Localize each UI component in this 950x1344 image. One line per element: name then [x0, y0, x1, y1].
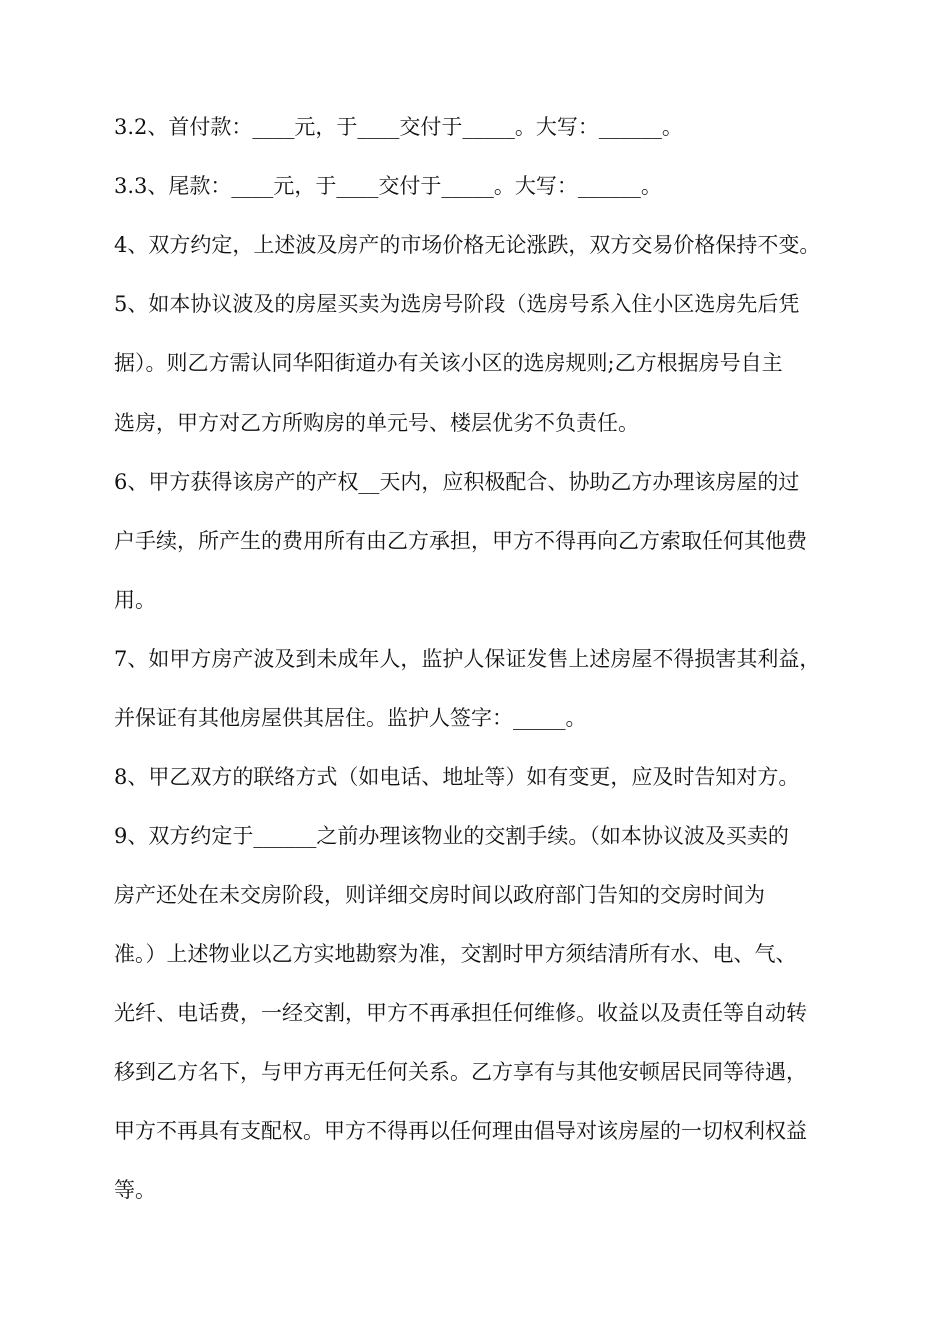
clause-4-line: 4、双方约定，上述波及房产的市场价格无论涨跌，双方交易价格保持不变。 — [114, 233, 821, 257]
clause-5-line-3: 选房，甲方对乙方所购房的单元号、楼层优劣不负责任。 — [114, 411, 639, 435]
clause-9-line-4: 光纤、电话费，一经交割，甲方不再承担任何维修。收益以及责任等自动转 — [114, 1001, 807, 1025]
clause-9-line-2: 房产还处在未交房阶段，则详细交房时间以政府部门告知的交房时间为 — [114, 883, 765, 907]
clause-3-2-line: 3.2、首付款：____元，于____交付于_____。大写：______。 — [114, 115, 683, 139]
clause-6-line-3: 用。 — [114, 588, 156, 612]
clause-8-line: 8、甲乙双方的联络方式（如电话、地址等）如有变更，应及时告知对方。 — [114, 765, 800, 789]
clause-9-line-5: 移到乙方名下，与甲方再无任何关系。乙方享有与其他安顿居民同等待遇， — [114, 1060, 807, 1084]
clause-6-line-1: 6、甲方获得该房产的产权__天内，应积极配合、协助乙方办理该房屋的过 — [114, 470, 800, 494]
clause-9-line-3: 准。）上述物业以乙方实地勘察为准，交割时甲方须结清所有水、电、气、 — [114, 942, 797, 966]
clause-9-line-1: 9、双方约定于______之前办理该物业的交割手续。（如本协议波及买卖的 — [114, 824, 789, 848]
clause-9-line-7: 等。 — [114, 1178, 156, 1202]
clause-3-3-line: 3.3、尾款：____元，于____交付于_____。大写：______。 — [114, 174, 662, 198]
clause-6-line-2: 户手续，所产生的费用所有由乙方承担，甲方不得再向乙方索取任何其他费 — [114, 529, 807, 553]
clause-5-line-1: 5、如本协议波及的房屋买卖为选房号阶段（选房号系入住小区选房先后凭 — [114, 292, 800, 316]
clause-7-line-2: 并保证有其他房屋供其居住。监护人签字：_____。 — [114, 706, 587, 730]
clause-7-line-1: 7、如甲方房产波及到未成年人，监护人保证发售上述房屋不得损害其利益， — [114, 647, 821, 671]
clause-5-line-2: 据）。则乙方需认同华阳街道办有关该小区的选房规则;乙方根据房号自主 — [114, 351, 783, 375]
clause-9-line-6: 甲方不再具有支配权。甲方不得再以任何理由倡导对该房屋的一切权利权益 — [114, 1119, 807, 1143]
